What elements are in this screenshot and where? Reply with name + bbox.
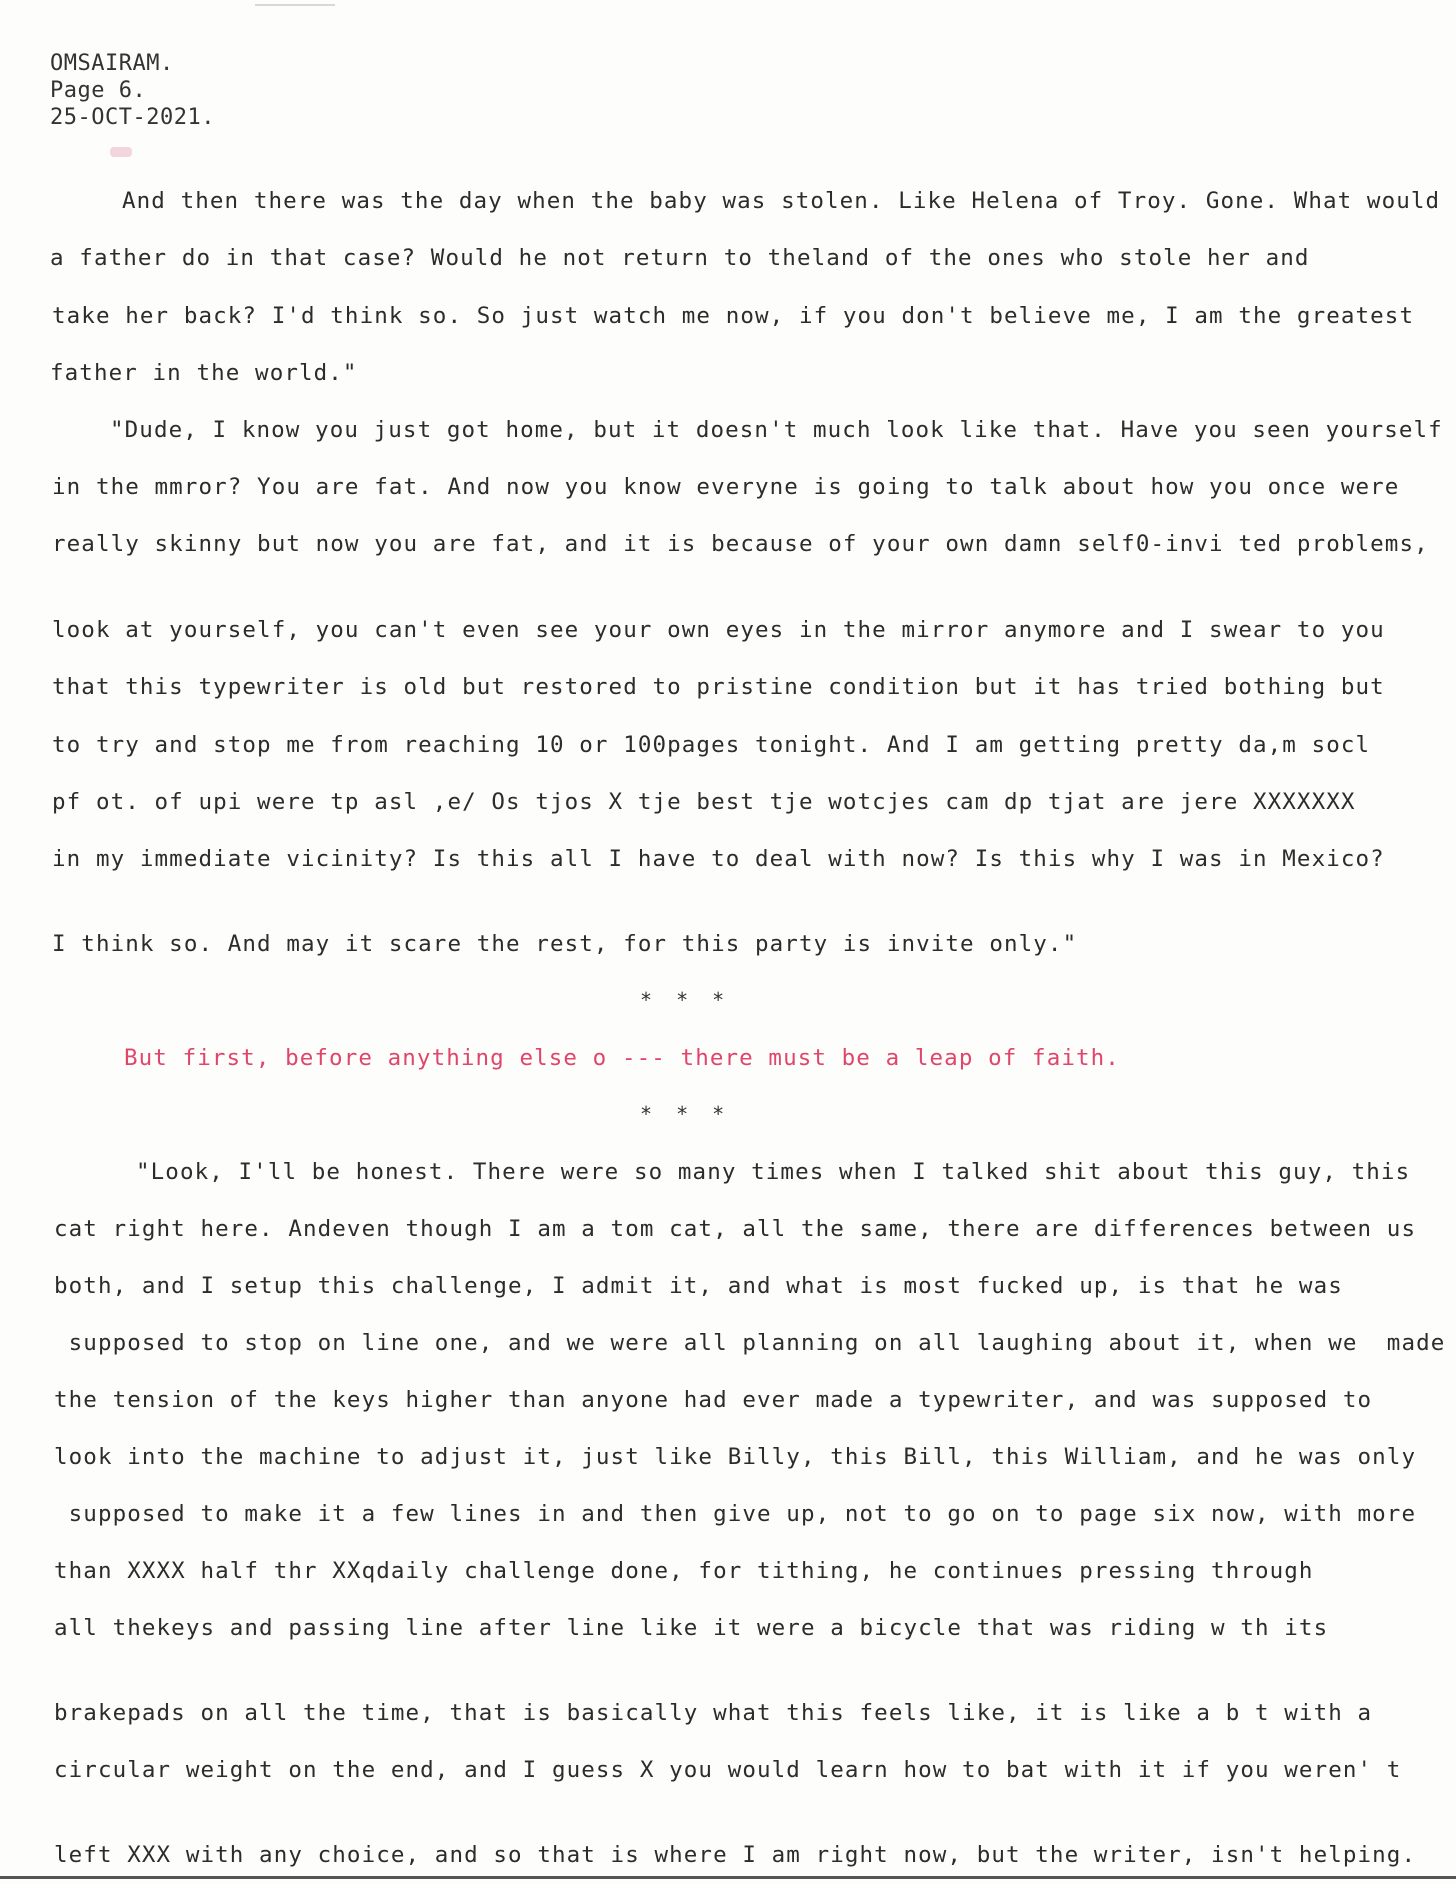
text-line: brakepads on all the time, that is basically what this feels like, it is like a b t with a <box>54 1700 1373 1726</box>
text-line: "Dude, I know you just got home, but it doesn't much look like that. Have you seen yourself <box>110 417 1443 443</box>
header-date: 25-OCT-2021. <box>50 105 215 130</box>
text-line: supposed to stop on line one, and we were all planning on all laughing about it, when we made <box>54 1330 1446 1356</box>
text-line: in my immediate vicinity? Is this all I have to deal with now? Is this why I was in Mexico? <box>52 846 1385 872</box>
text-line: "Look, I'll be honest. There were so many times when I talked shit about this guy, this <box>136 1159 1411 1185</box>
text-line: really skinny but now you are fat, and it is because of your own damn self0-invi ted problems, <box>52 531 1429 557</box>
page-bottom-edge <box>0 1876 1456 1879</box>
red-ink-line: But first, before anything else o --- there must be a leap of faith. <box>124 1045 1120 1071</box>
text-line: that this typewriter is old but restored to pristine condition but it has tried bothing but <box>52 674 1385 700</box>
section-separator: * * * <box>640 1102 731 1126</box>
text-line: I think so. And may it scare the rest, for this party is invite only." <box>52 931 1078 957</box>
text-line: the tension of the keys higher than anyone had ever made a typewriter, and was supposed to <box>54 1387 1373 1413</box>
section-separator: * * * <box>640 988 731 1012</box>
text-line: And then there was the day when the baby was stolen. Like Helena of Troy. Gone. What would <box>122 188 1441 214</box>
text-line: look at yourself, you can't even see your own eyes in the mirror anymore and I swear to you <box>52 617 1385 643</box>
text-line: all thekeys and passing line after line like it were a bicycle that was riding w th its <box>54 1615 1329 1641</box>
text-line: in the mmror? You are fat. And now you know everyne is going to talk about how you once were <box>52 474 1400 500</box>
header-page-number: Page 6. <box>50 78 147 103</box>
text-line: both, and I setup this challenge, I admit it, and what is most fucked up, is that he was <box>54 1273 1343 1299</box>
text-line: a father do in that case? Would he not return to theland of the ones who stole her and <box>50 245 1310 271</box>
text-line: supposed to make it a few lines in and then give up, not to go on to page six now, with more <box>54 1501 1417 1527</box>
text-line: circular weight on the end, and I guess X you would learn how to bat with it if you weren' t <box>54 1757 1402 1783</box>
text-line: left XXX with any choice, and so that is where I am right now, but the writer, isn't helping. <box>54 1842 1417 1868</box>
text-line: to try and stop me from reaching 10 or 100pages tonight. And I am getting pretty da,m socl <box>52 732 1371 758</box>
text-line: look into the machine to adjust it, just like Billy, this Bill, this William, and he was only <box>54 1444 1417 1470</box>
text-line: cat right here. Andeven though I am a tom cat, all the same, there are differences between us <box>54 1216 1417 1242</box>
text-line: than XXXX half thr XXqdaily challenge done, for tithing, he continues pressing through <box>54 1558 1314 1584</box>
text-line: pf ot. of upi were tp asl ,e/ Os tjos X tje best tje wotcjes cam dp tjat are jere XXXXXXX <box>52 789 1356 815</box>
header-title: OMSAIRAM. <box>50 51 174 76</box>
text-line: father in the world." <box>50 360 358 386</box>
text-line: take her back? I'd think so. So just watch me now, if you don't believe me, I am the greatest <box>52 303 1415 329</box>
